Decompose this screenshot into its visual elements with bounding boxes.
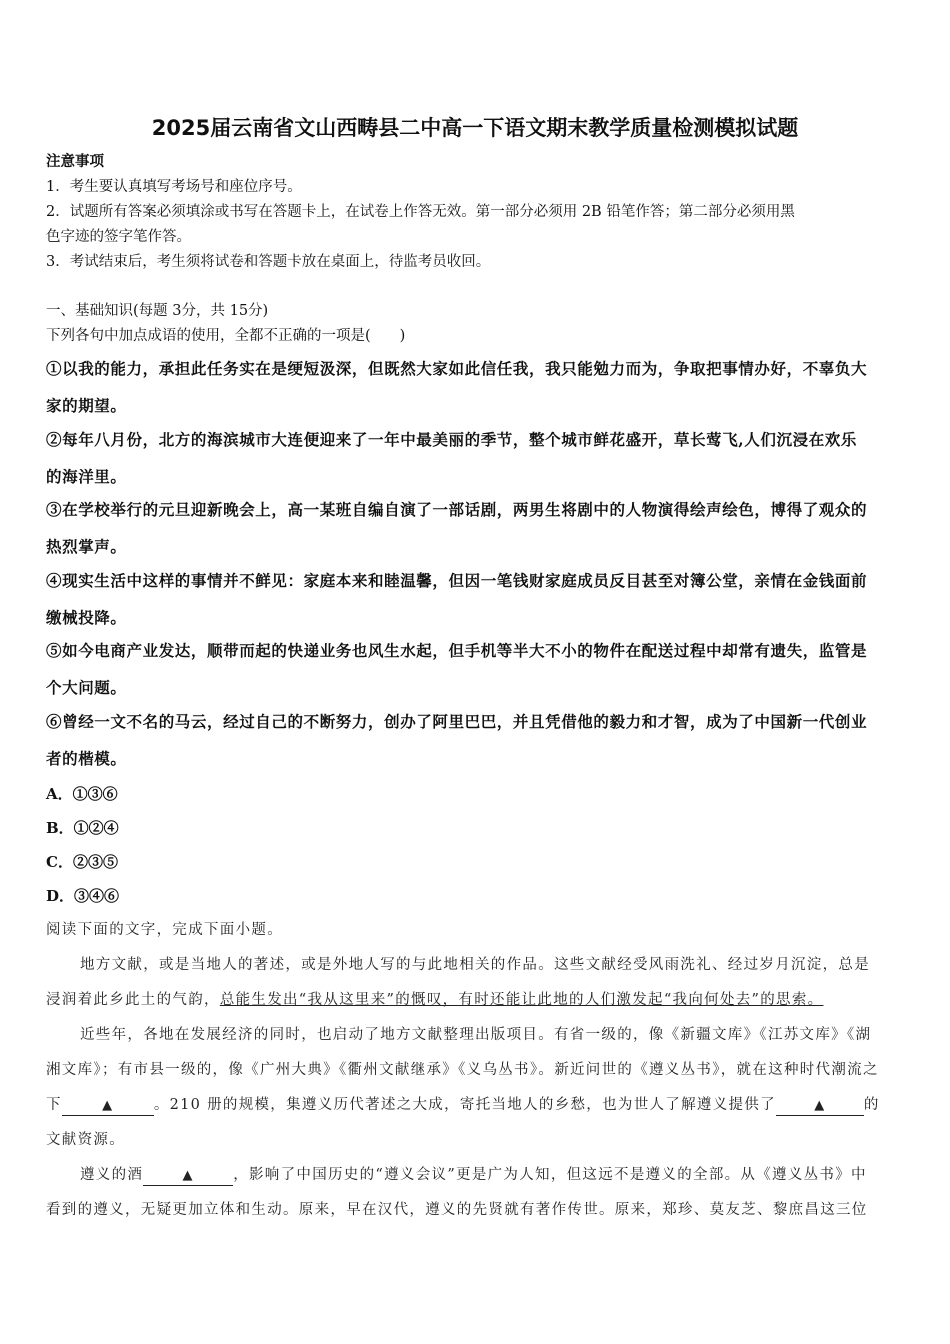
reading-paragraph-line: 文献资源。	[46, 1132, 125, 1148]
answer-blank-2[interactable]: ▲	[776, 1097, 864, 1116]
reading-paragraph-line: 近些年，各地在发展经济的同时，也启动了地方文献整理出版项目。有省一级的，像《新疆文库》《江苏文库》《湖	[80, 1027, 872, 1043]
reading-text: 遵义的酒	[80, 1167, 144, 1183]
answer-blank-3[interactable]: ▲	[143, 1167, 233, 1186]
option-a[interactable]: A．①③⑥	[46, 785, 118, 803]
notice-item: 1．考生要认真填写考场号和座位序号。	[46, 179, 302, 195]
reading-text: ，影响了中国历史的“遵义会议”更是广为人知，但这远不是遵义的全部。从《遵义丛书》中	[233, 1167, 867, 1183]
section-heading: 一、基础知识(每题 3分，共 15分)	[46, 303, 269, 319]
sentence-line: 的海洋里。	[46, 467, 127, 486]
option-b[interactable]: B．①②④	[46, 819, 119, 837]
question-stem: 下列各句中加点成语的使用，全都不正确的一项是( )	[46, 328, 406, 344]
reading-paragraph-line	[80, 1165, 906, 1186]
notice-item-continued: 色字迹的签字笔作答。	[46, 229, 191, 245]
notice-heading: 注意事项	[46, 153, 104, 170]
reading-text: 浸润着此乡此土的气韵，	[46, 992, 220, 1008]
sentence-line: ⑥曾经一文不名的马云，经过自己的不断努力，创办了阿里巴巴，并且凭借他的毅力和才智，成为了中国新一代创业	[46, 712, 868, 731]
reading-text: 的	[863, 1097, 880, 1113]
reading-text: 下	[46, 1097, 62, 1113]
reading-paragraph-line: 湘文库》；有市县一级的，像《广州大典》《衢州文献继承》《义乌丛书》。新近问世的《遵义丛书》，就在这种时代潮流之	[46, 1062, 879, 1078]
sentence-line: ②每年八月份，北方的海滨城市大连便迎来了一年中最美丽的季节，整个城市鲜花盛开，草长莺飞,人们沉浸在欢乐	[46, 430, 857, 449]
reading-paragraph-line	[46, 1095, 906, 1116]
reading-text: 。210 册的规模，集遵义历代著述之大成，寄托当地人的乡愁，也为世人了解遵义提供了	[153, 1097, 776, 1113]
underlined-sentence: 总能生发出“我从这里来”的慨叹，有时还能让此地的人们激发起“我向何处去”的思索。	[219, 992, 824, 1008]
sentence-line: ④现实生活中这样的事情并不鲜见：家庭本来和睦温馨，但因一笔钱财家庭成员反目甚至对簿公堂，亲情在金钱面前	[46, 571, 868, 590]
sentence-line: ⑤如今电商产业发达，顺带而起的快递业务也风生水起，但手机等半大不小的物件在配送过程中却常有遗失，监管是	[46, 641, 868, 660]
sentence-line: 热烈掌声。	[46, 537, 127, 556]
reading-intro: 阅读下面的文字，完成下面小题。	[46, 922, 283, 938]
sentence-line: ③在学校举行的元旦迎新晚会上，高一某班自编自演了一部话剧，两男生将剧中的人物演得绘声绘色，博得了观众的	[46, 500, 868, 519]
sentence-line: 者的楷模。	[46, 749, 127, 768]
sentence-line: 家的期望。	[46, 396, 127, 415]
reading-paragraph-line: 地方文献，或是当地人的著述，或是外地人写的与此地相关的作品。这些文献经受风雨洗礼、经过岁月沉淀，总是	[80, 957, 870, 973]
option-c[interactable]: C．②③⑤	[46, 853, 118, 871]
option-d[interactable]: D．③④⑥	[46, 887, 120, 905]
page-title: 2025届云南省文山西畴县二中高一下语文期末教学质量检测模拟试题	[151, 116, 799, 140]
notice-item: 3．考试结束后，考生须将试卷和答题卡放在桌面上，待监考员收回。	[46, 254, 491, 270]
reading-paragraph-line	[46, 990, 906, 1010]
sentence-line: 缴械投降。	[46, 608, 127, 627]
sentence-line: ①以我的能力，承担此任务实在是绠短汲深，但既然大家如此信任我，我只能勉力而为，争取把事情办好，不辜负大	[46, 359, 868, 378]
sentence-line: 个大问题。	[46, 678, 127, 697]
reading-paragraph-line: 看到的遵义，无疑更加立体和生动。原来，早在汉代，遵义的先贤就有著作传世。原来，郑珍、莫友芝、黎庶昌这三位	[46, 1202, 868, 1218]
notice-item: 2．试题所有答案必须填涂或书写在答题卡上，在试卷上作答无效。第一部分必须用 2B 铅笔作答；第二部分必须用黑	[46, 204, 795, 220]
answer-blank-1[interactable]: ▲	[62, 1097, 154, 1116]
